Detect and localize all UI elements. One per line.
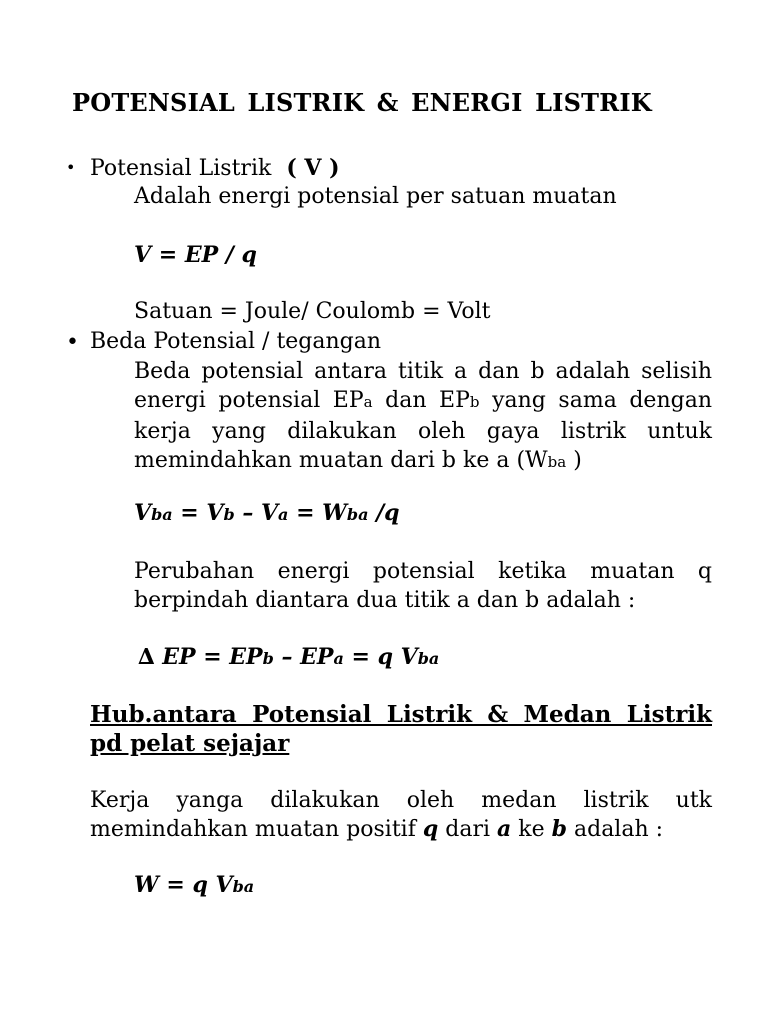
paragraph-text: dari [438,817,497,842]
subscript: ba [547,453,567,471]
subscript: a [363,393,373,411]
formula-part: W = q V [134,872,233,898]
paragraph-text: adalah : [567,817,664,842]
paragraph-text: yang sama dengan kerja yang dilakukan oleh gaya listrik untuk memindahkan muatan dari b ke a (W [134,388,712,473]
hubungan-heading-line1: Hub.antara Potensial Listrik & Medan Listrik [90,701,712,728]
formula-part: ∆ EP = EP [138,644,263,670]
page-title: POTENSIAL LISTRIK & ENERGI LISTRIK [72,88,652,117]
formula-part: = W [288,500,347,526]
paragraph-text: Kerja yanga dilakukan oleh medan listrik utk memindahkan muatan positif [90,788,712,842]
paragraph-text: dan EP [372,388,470,413]
potensial-formula: V = EP / q [134,242,257,268]
paragraph-text: Beda potensial antara titik a dan b adalah selisih energi potensial EP [134,359,712,413]
beda-potensial-heading: Beda Potensial / tegangan [90,329,382,354]
formula-part: = q V [343,644,418,670]
subscript: ba [232,877,255,896]
delta-ep-formula [138,644,439,670]
subscript: b [469,393,480,411]
bullet-marker: • [66,158,76,177]
bullet-marker: • [66,330,79,355]
section-potensial-heading [90,154,340,183]
subscript: a [278,505,289,524]
subscript: a [333,649,344,668]
emphasis-symbol: b [551,816,567,842]
subscript: ba [151,505,173,524]
subscript: b [223,505,235,524]
beda-potensial-paragraph [134,357,712,477]
formula-part: V [134,500,152,526]
formula-part: /q [368,500,400,526]
formula-part: – V [234,500,279,526]
hubungan-heading-line2: pd pelat sejajar [90,730,290,757]
kerja-paragraph [90,786,712,844]
work-formula [134,872,254,898]
formula-part: – EP [273,644,334,670]
perubahan-energi-paragraph: Perubahan energi potensial ketika muatan q berpindah diantara dua titik a dan b adalah : [134,559,712,613]
emphasis-symbol: a [497,816,512,842]
paragraph-text: ke [511,817,552,842]
potensial-heading-text: Potensial Listrik [90,156,272,181]
potensial-definition: Adalah energi potensial per satuan muatan [134,184,617,209]
subscript: ba [417,649,440,668]
subscript: ba [346,505,369,524]
unit-line: Satuan = Joule/ Coulomb = Volt [134,299,491,324]
potensial-symbol: ( V ) [286,155,340,181]
paragraph-text: ) [566,448,582,473]
subscript: b [262,649,274,668]
beda-potensial-formula [134,500,400,526]
formula-part: = V [172,500,224,526]
emphasis-symbol: q [422,816,439,842]
